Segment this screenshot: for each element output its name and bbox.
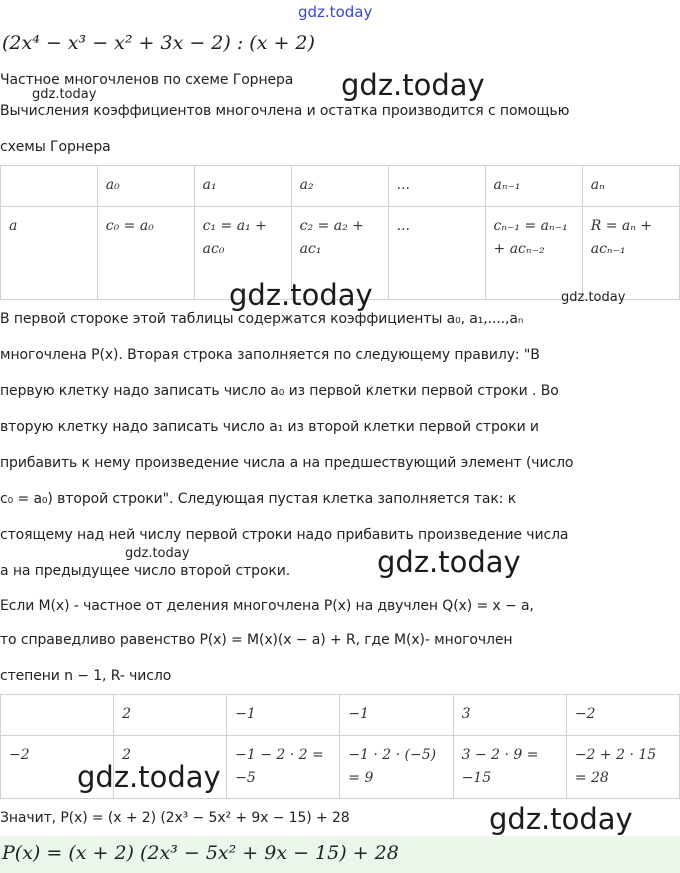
intro-line: схемы Горнера: [0, 139, 111, 155]
explanation-line: многочлена P(x). Вторая строка заполняется по следующему правилу: "В: [0, 347, 540, 363]
table-header-row: [1, 695, 680, 736]
table-cell: 3: [453, 695, 566, 736]
table-cell: c₀ = a₀: [97, 207, 194, 300]
table-cell: −1: [340, 695, 453, 736]
explanation-line: a на предыдущее число второй строки.: [0, 563, 291, 579]
theorem-line: то справедливо равенство P(x) = M(x)(x − a) + R, где M(x)- многочлен: [0, 632, 513, 648]
table-cell: [1, 695, 114, 736]
table-cell: −1 − 2 · 2 = −5: [227, 736, 340, 799]
table-cell: −1 · 2 · (−5) = 9: [340, 736, 453, 799]
problem-expression: (2x⁴ − x³ − x² + 3x − 2) : (x + 2): [2, 32, 315, 54]
answer-expression: P(x) = (x + 2) (2x³ − 5x² + 9x − 15) + 28: [2, 842, 399, 864]
table-cell: 2: [114, 736, 227, 799]
explanation-line: вторую клетку надо записать число a₁ из второй клетки первой строки и: [0, 419, 539, 435]
watermark: gdz.today: [77, 760, 221, 794]
table-cell: cₙ₋₁ = aₙ₋₁ + acₙ₋₂: [485, 207, 582, 300]
watermark-small: gdz.today: [125, 546, 190, 561]
table-header-row: [1, 166, 680, 207]
explanation-line: стоящему над ней числу первой строки надо прибавить произведение числа: [0, 527, 569, 543]
section-heading: Частное многочленов по схеме Горнера: [0, 72, 294, 88]
table-cell: a₁: [194, 166, 291, 207]
table-cell: −2: [566, 695, 679, 736]
table-cell: aₙ: [582, 166, 679, 207]
table-cell: ...: [388, 207, 485, 300]
table-cell: a₂: [291, 166, 388, 207]
table-cell: R = aₙ + acₙ₋₁: [582, 207, 679, 300]
table-cell: 2: [114, 695, 227, 736]
table-cell: a: [1, 207, 98, 300]
watermark: gdz.today: [229, 278, 373, 312]
table-cell: aₙ₋₁: [485, 166, 582, 207]
table-cell: −2 + 2 · 15 = 28: [566, 736, 679, 799]
explanation-line: первую клетку надо записать число a₀ из первой клетки первой строки . Во: [0, 383, 559, 399]
table-cell: a₀: [97, 166, 194, 207]
table-cell: 3 − 2 · 9 = −15: [453, 736, 566, 799]
watermark-small: gdz.today: [32, 87, 97, 102]
theorem-line: Если M(x) - частное от деления многочлена P(x) на двучлен Q(x) = x − a,: [0, 598, 534, 614]
watermark-top: gdz.today: [298, 3, 373, 21]
explanation-line: прибавить к нему произведение числа a на предшествующий элемент (число: [0, 455, 574, 471]
watermark: gdz.today: [377, 545, 521, 579]
theorem-line: степени n − 1, R- число: [0, 668, 172, 684]
table-cell: −2: [1, 736, 114, 799]
table-cell: c₁ = a₁ + ac₀: [194, 207, 291, 300]
intro-line: Вычисления коэффициентов многочлена и остатка производится с помощью: [0, 103, 570, 119]
watermark-small: gdz.today: [561, 290, 626, 305]
table-cell: ...: [388, 166, 485, 207]
watermark: gdz.today: [489, 802, 633, 836]
table-cell: [1, 166, 98, 207]
answer-box: [0, 836, 680, 873]
watermark: gdz.today: [341, 68, 485, 102]
table-cell: c₂ = a₂ + ac₁: [291, 207, 388, 300]
explanation-line: c₀ = a₀) второй строки". Следующая пустая клетка заполняется так: к: [0, 491, 517, 507]
explanation-line: В первой стороке этой таблицы содержатся коэффициенты a₀, a₁,....,aₙ: [0, 311, 524, 327]
conclusion-line: Значит, P(x) = (x + 2) (2x³ − 5x² + 9x − 15) + 28: [0, 810, 350, 826]
table-cell: −1: [227, 695, 340, 736]
